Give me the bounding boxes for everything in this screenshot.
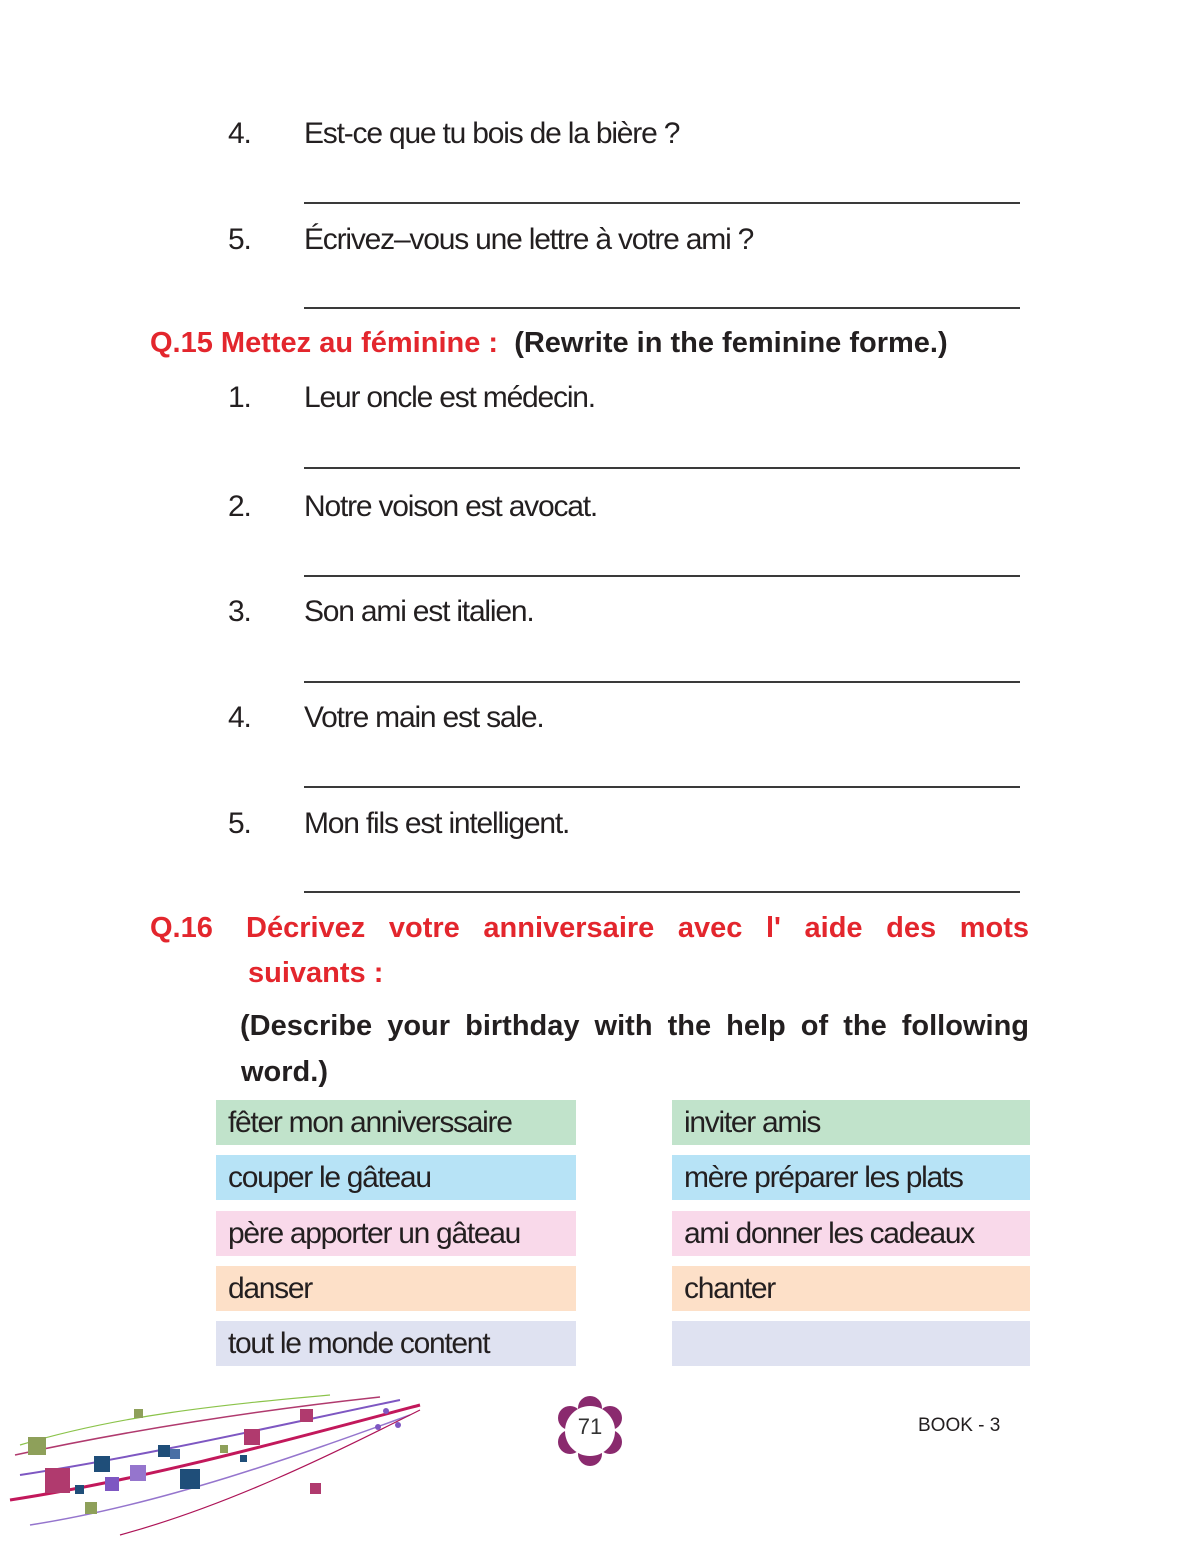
q16-title-line1: Décrivez votre anniversaire avec l' aide des mots — [246, 912, 1029, 944]
q16-title-line2: suivants : — [248, 957, 384, 989]
question-number: 2. — [228, 490, 251, 523]
question-number: 1. — [228, 381, 251, 414]
question-text: Leur oncle est médecin. — [304, 381, 595, 414]
q16-instruction-line1: (Describe your birthday with the help of the following — [240, 1010, 1029, 1042]
question-text: Est-ce que tu bois de la bière ? — [304, 117, 680, 150]
q15-heading — [150, 327, 948, 360]
question-number: 5. — [228, 223, 251, 256]
answer-line[interactable] — [304, 786, 1020, 788]
decorative-swirl-graphic — [0, 1385, 430, 1563]
answer-line[interactable] — [304, 307, 1020, 309]
word-box-empty — [672, 1321, 1030, 1366]
question-number: 4. — [228, 701, 251, 734]
question-text: Écrivez–vous une lettre à votre ami ? — [304, 223, 754, 256]
question-text: Votre main est sale. — [304, 701, 544, 734]
question-number: 4. — [228, 117, 251, 150]
question-number: 3. — [228, 595, 251, 628]
question-text: Mon fils est intelligent. — [304, 807, 570, 840]
word-box: inviter amis — [672, 1100, 1030, 1145]
q15-instruction: (Rewrite in the feminine forme.) — [514, 327, 948, 359]
word-box: couper le gâteau — [216, 1155, 576, 1200]
word-box: mère préparer les plats — [672, 1155, 1030, 1200]
answer-line[interactable] — [304, 891, 1020, 893]
answer-line[interactable] — [304, 202, 1020, 204]
question-number: 5. — [228, 807, 251, 840]
word-box: tout le monde content — [216, 1321, 576, 1366]
q16-instruction-line2: word.) — [241, 1056, 328, 1088]
book-label: BOOK - 3 — [918, 1415, 1001, 1436]
word-box: père apporter un gâteau — [216, 1211, 576, 1256]
word-box: fêter mon anniverssaire — [216, 1100, 576, 1145]
q15-label: Q.15 Mettez au féminine : — [150, 327, 499, 359]
word-box: chanter — [672, 1266, 1030, 1311]
question-text: Notre voison est avocat. — [304, 490, 598, 523]
q16-label: Q.16 — [150, 912, 213, 944]
page-number: 71 — [577, 1414, 603, 1439]
word-box: danser — [216, 1266, 576, 1311]
answer-line[interactable] — [304, 575, 1020, 577]
question-text: Son ami est italien. — [304, 595, 534, 628]
answer-line[interactable] — [304, 467, 1020, 469]
word-box: ami donner les cadeaux — [672, 1211, 1030, 1256]
answer-line[interactable] — [304, 681, 1020, 683]
